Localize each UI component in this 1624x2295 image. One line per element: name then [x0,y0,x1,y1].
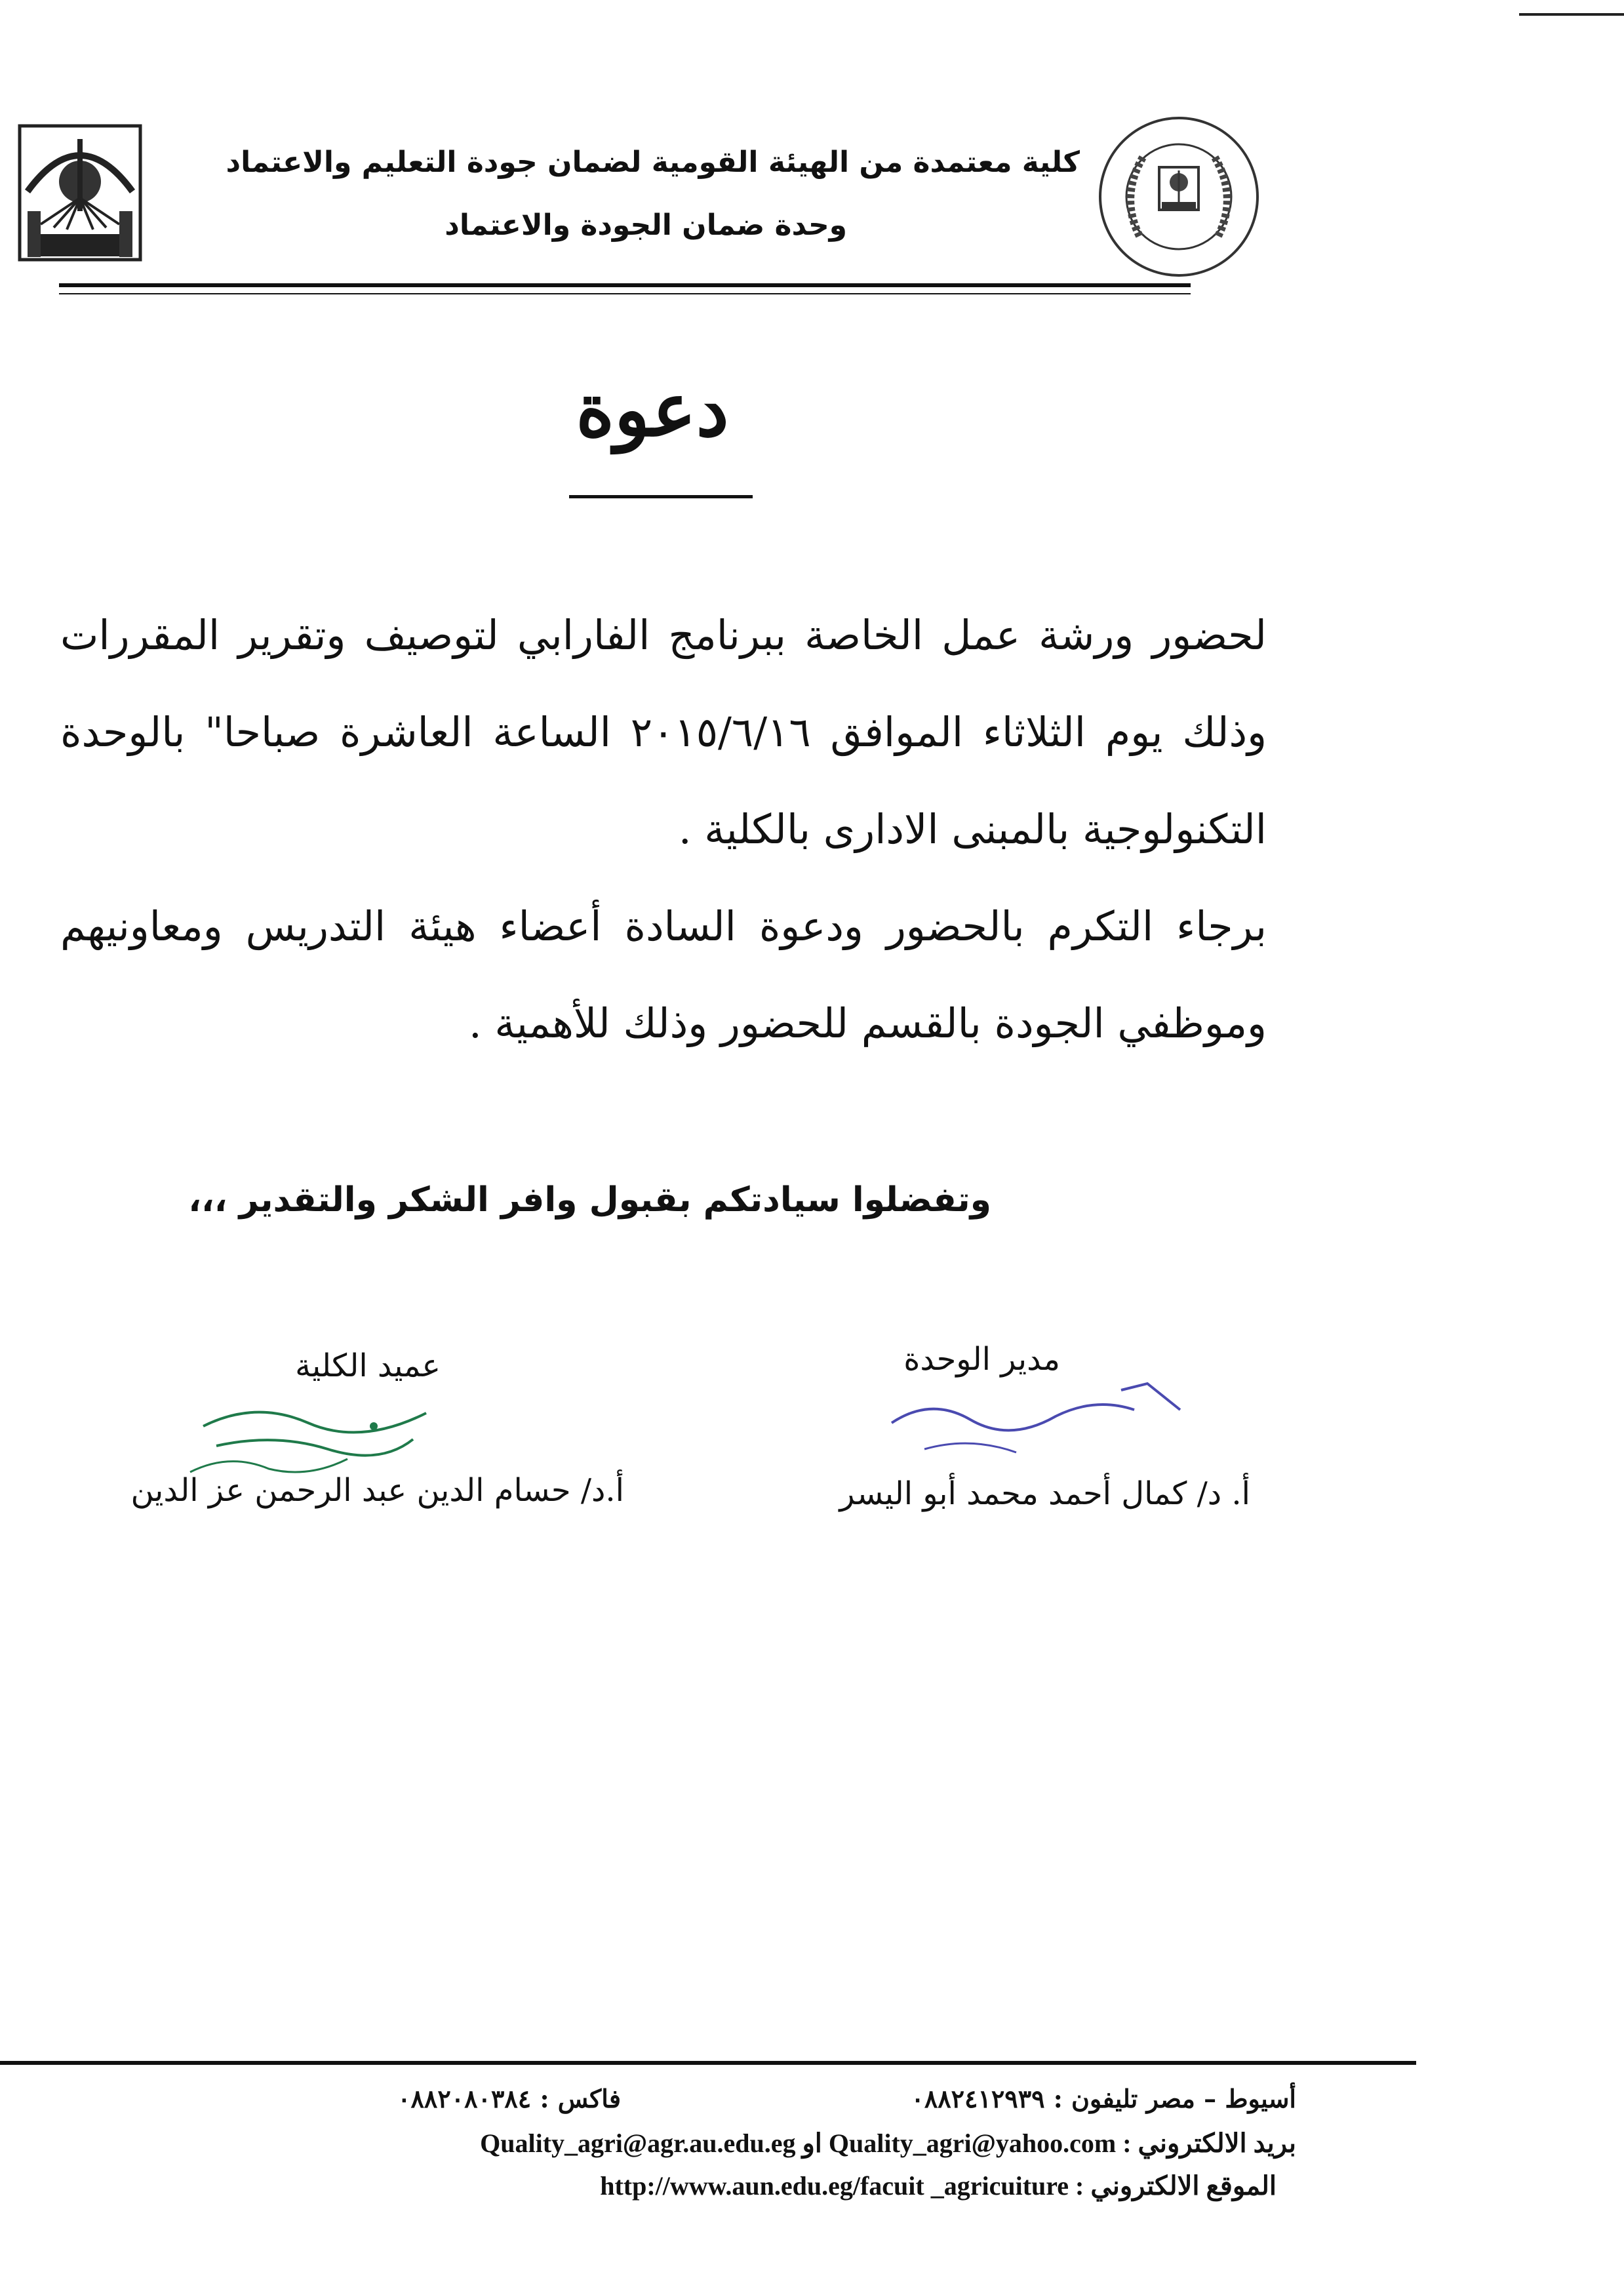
assiut-university-logo [14,113,146,264]
invitation-paragraph-1: لحضور ورشة عمل الخاصة ببرنامج الفارابي لتوصيف وتقرير المقررات وذلك يوم الثلاثاء الموافق ٢٠١٥/٦/١٦ الساعة العاشرة صباحا" بالوحدة التكنولوجية بالمبنى الادارى بالكلية . [60,611,1267,853]
faculty-of-agriculture-seal [1094,111,1264,282]
scan-edge-mark [1519,13,1624,16]
header-divider-thin [59,293,1191,294]
footer-divider [0,2061,1416,2065]
invitation-paragraph-2: برجاء التكرم بالحضور ودعوة السادة أعضاء هيئة التدريس ومعاونيهم وموظفي الجودة بالقسم للحضور وذلك للأهمية . [60,902,1267,1047]
footer-address-phone: أسيوط – مصر تليفون : ٠٨٨٢٤١٢٩٣٩ [911,2084,1296,2113]
unit-director-title: مدير الوحدة [903,1341,1060,1378]
footer-website: الموقع الالكتروني : http://www.aun.edu.eg/facuit _agricuiture [600,2171,1277,2201]
header-unit-line: وحدة ضمان الجودة والاعتماد [445,209,847,242]
document-title: دعوة [576,367,729,453]
header-divider-thick [59,283,1191,287]
footer-email: بريد الالكتروني : Quality_agri@yahoo.com او Quality_agri@agr.au.edu.eg [480,2128,1296,2158]
dean-title: عميد الكلية [295,1347,441,1384]
closing-line: وتفضلوا سيادتكم بقبول وافر الشكر والتقدير ،،، [188,1180,991,1220]
footer-fax: فاكس : ٠٨٨٢٠٨٠٣٨٤ [397,2084,621,2113]
header-accreditation-line: كلية معتمدة من الهيئة القومية لضمان جودة التعليم والاعتماد [226,146,1080,179]
title-underline [569,495,753,498]
dean-name: أ.د/ حسام الدين عبد الرحمن عز الدين [130,1472,624,1509]
unit-director-name: أ. د/ كمال أحمد محمد أبو اليسر [839,1475,1250,1512]
invitation-body [60,587,1267,1072]
director-signature [872,1370,1200,1471]
